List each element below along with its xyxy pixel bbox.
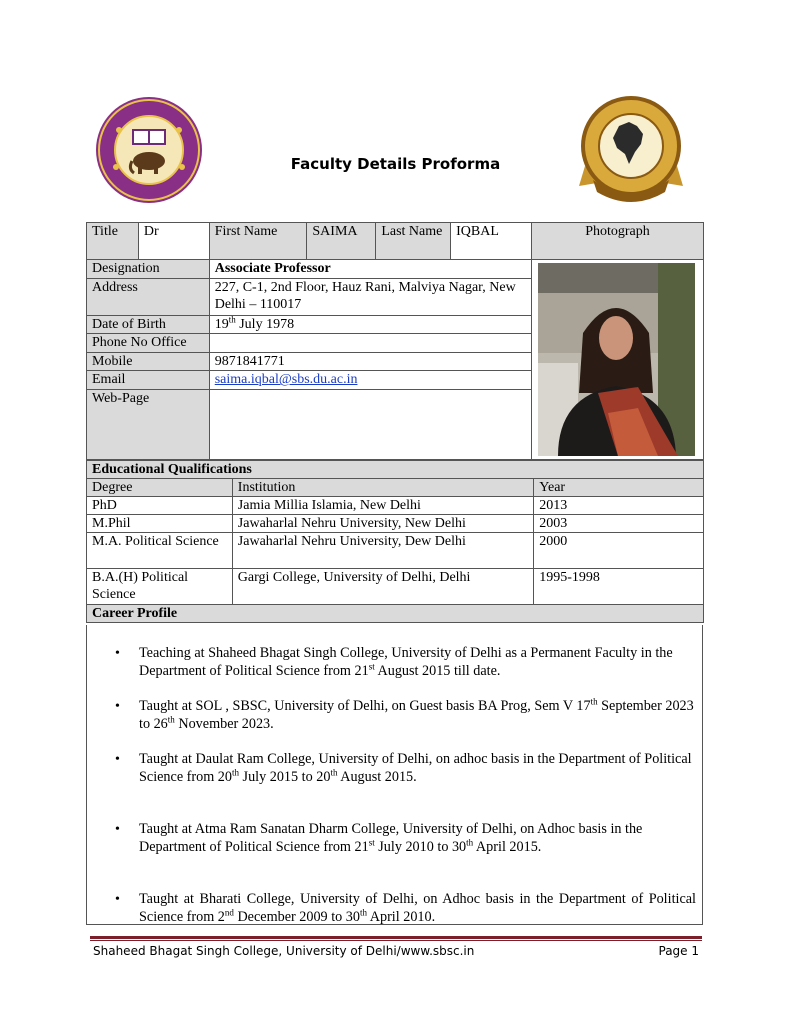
career-profile-section xyxy=(86,625,703,925)
footer-college-text: Shaheed Bhagat Singh College, University of Delhi/www.sbsc.in xyxy=(93,944,475,958)
title-value: Dr xyxy=(138,223,209,260)
list-item: • Taught at Atma Ram Sanatan Dharm College, University of Delhi, on Adhoc basis in the Department of Political Science from 21st July 2010 to 30th April 2015. xyxy=(139,821,702,856)
year-cell: 2000 xyxy=(534,533,704,569)
webpage-label: Web-Page xyxy=(87,389,210,459)
year-header: Year xyxy=(534,479,704,497)
institution-cell: Jawaharlal Nehru University, New Delhi xyxy=(232,515,533,533)
institution-cell: Jamia Millia Islamia, New Delhi xyxy=(232,497,533,515)
degree-cell: M.A. Political Science xyxy=(87,533,233,569)
mobile-label: Mobile xyxy=(87,352,210,371)
dob-value: 19th July 1978 xyxy=(209,315,531,334)
address-value: 227, C-1, 2nd Floor, Hauz Rani, Malviya Nagar, New Delhi – 110017 xyxy=(209,278,531,315)
year-cell: 2013 xyxy=(534,497,704,515)
table-row xyxy=(87,533,704,569)
institution-header: Institution xyxy=(232,479,533,497)
email-label: Email xyxy=(87,371,210,390)
email-link[interactable]: saima.iqbal@sbs.du.ac.in xyxy=(214,372,358,388)
year-cell: 1995-1998 xyxy=(534,569,704,605)
dob-label: Date of Birth xyxy=(87,315,210,334)
title-label: Title xyxy=(87,223,139,260)
list-item: • Taught at SOL , SBSC, University of Delhi, on Guest basis BA Prog, Sem V 17th September 2023 to 26th November 2023. xyxy=(139,698,702,733)
year-cell: 2003 xyxy=(534,515,704,533)
institution-cell: Jawaharlal Nehru University, Dew Delhi xyxy=(232,533,533,569)
degree-cell: B.A.(H) Political Science xyxy=(87,569,233,605)
faculty-photo xyxy=(538,263,695,456)
phone-office-value xyxy=(209,334,531,353)
photograph-cell xyxy=(531,260,703,460)
education-section-label: Educational Qualifications xyxy=(87,461,704,479)
page-number: Page 1 xyxy=(658,944,699,958)
designation-label: Designation xyxy=(87,260,210,279)
university-of-delhi-seal-icon xyxy=(94,95,204,205)
mobile-value: 9871841771 xyxy=(209,352,531,371)
career-list xyxy=(87,645,702,926)
table-row xyxy=(87,569,704,605)
degree-cell: PhD xyxy=(87,497,233,515)
list-item: • Taught at Daulat Ram College, University of Delhi, on adhoc basis in the Department of Political Science from 20th July 2015 to 20th August 2015. xyxy=(139,751,702,786)
phone-office-label: Phone No Office xyxy=(87,334,210,353)
table-row xyxy=(87,497,704,515)
first-name-label: First Name xyxy=(209,223,307,260)
last-name-value: IQBAL xyxy=(451,223,532,260)
degree-cell: M.Phil xyxy=(87,515,233,533)
webpage-value xyxy=(209,389,531,459)
degree-header: Degree xyxy=(87,479,233,497)
first-name-value: SAIMA xyxy=(307,223,376,260)
education-table xyxy=(86,460,704,623)
career-section-label: Career Profile xyxy=(87,605,704,623)
footer-divider xyxy=(90,936,702,939)
list-item: • Teaching at Shaheed Bhagat Singh College, University of Delhi as a Permanent Faculty in the Department of Political Science from 21st August 2015 till date. xyxy=(139,645,702,680)
institution-cell: Gargi College, University of Delhi, Delhi xyxy=(232,569,533,605)
address-label: Address xyxy=(87,278,210,315)
personal-details-table xyxy=(86,222,704,460)
list-item: • Taught at Bharati College, University of Delhi, on Adhoc basis in the Department of Political Science from 2nd December 2009 to 30th April 2010. xyxy=(139,891,702,926)
designation-value: Associate Professor xyxy=(209,260,531,279)
sbsc-college-seal-icon xyxy=(579,94,683,204)
footer-divider-thin xyxy=(90,940,702,941)
photograph-label: Photograph xyxy=(531,223,703,260)
page-title: Faculty Details Proforma xyxy=(290,155,501,173)
last-name-label: Last Name xyxy=(376,223,451,260)
table-row xyxy=(87,515,704,533)
